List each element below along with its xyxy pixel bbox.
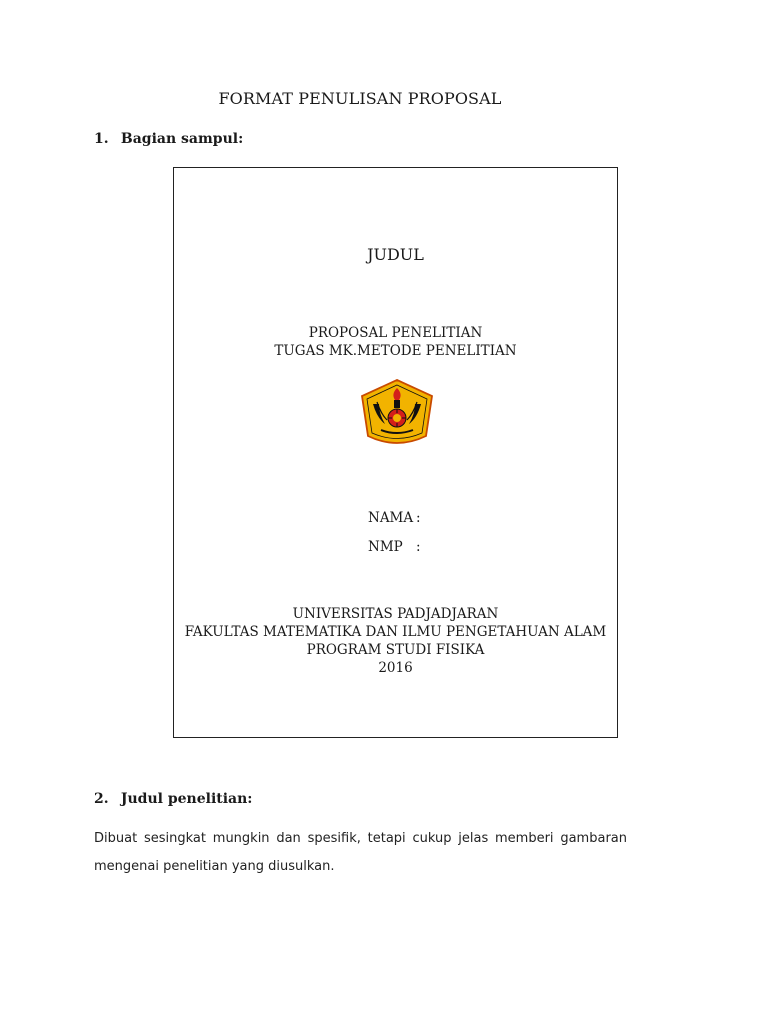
cover-institution-block — [174, 605, 617, 677]
section-number: 1. — [94, 131, 109, 147]
field-separator: : — [416, 510, 421, 526]
field-label: NAMA — [368, 510, 414, 526]
cover-university: UNIVERSITAS PADJADJARAN — [292, 606, 499, 622]
cover-page-frame — [173, 167, 618, 738]
field-label: NMP — [368, 539, 403, 555]
cover-faculty: FAKULTAS MATEMATIKA DAN ILMU PENGETAHUAN ALAM — [184, 624, 607, 640]
cover-field-nmp — [368, 539, 421, 555]
section-heading-judul-penelitian — [94, 791, 252, 807]
section-heading-text: Bagian sampul: — [120, 131, 244, 147]
body-paragraph: Dibuat sesingkat mungkin dan spesifik, tetapi cukup jelas memberi gambaran mengenai penelitian yang diusulkan. — [94, 831, 627, 874]
cover-year: 2016 — [378, 660, 413, 676]
cover-program: PROGRAM STUDI FISIKA — [306, 642, 485, 658]
cover-judul: JUDUL — [367, 245, 424, 264]
cover-proposal-block — [174, 324, 617, 360]
cover-proposal-line1: PROPOSAL PENELITIAN — [308, 325, 483, 341]
section-heading-cover — [94, 131, 243, 147]
section-heading-text: Judul penelitian: — [120, 791, 253, 807]
cover-proposal-line2: TUGAS MK.METODE PENELITIAN — [274, 343, 517, 359]
section-number: 2. — [94, 791, 109, 807]
cover-field-nama — [368, 510, 421, 526]
document-title: FORMAT PENULISAN PROPOSAL — [218, 89, 502, 108]
university-seal-icon — [359, 378, 435, 448]
field-separator: : — [416, 539, 421, 555]
